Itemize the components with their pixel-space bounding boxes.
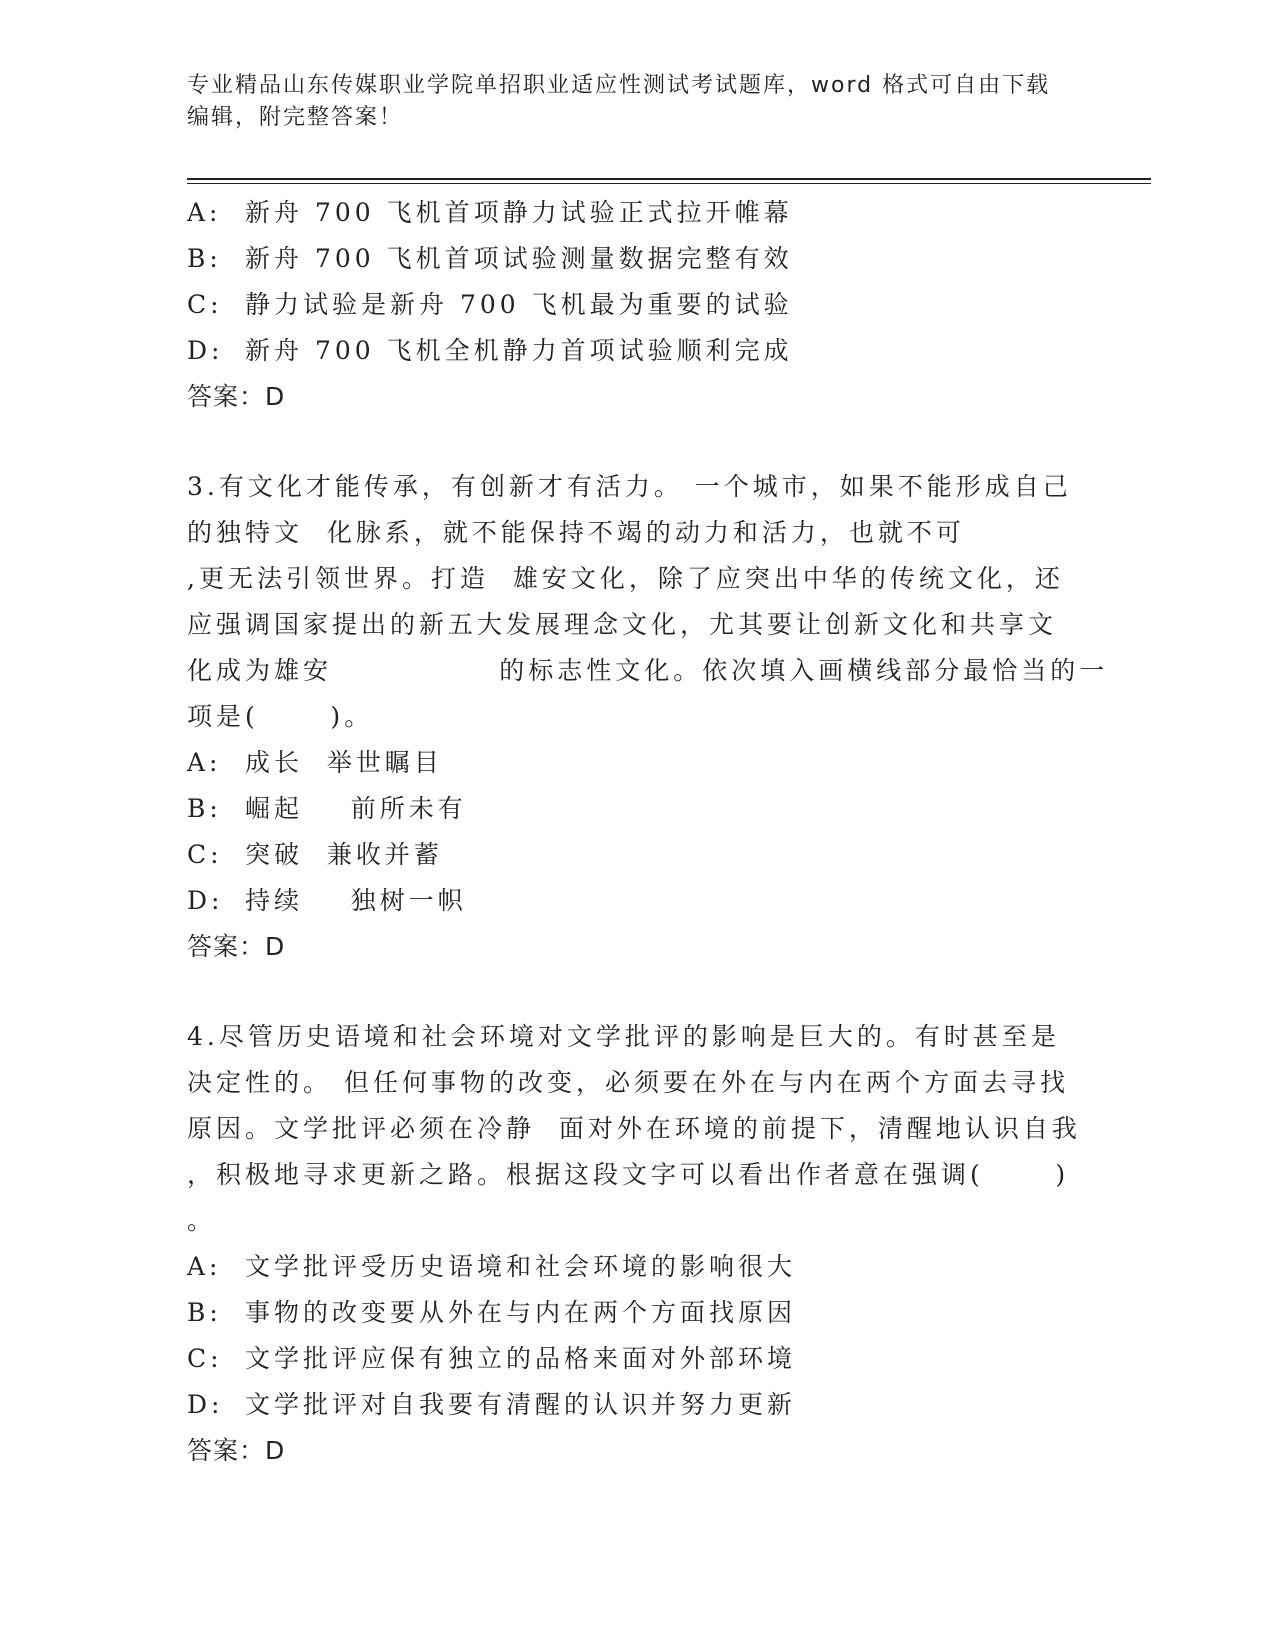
question-stem-line: 4.尽管历史语境和社会环境对文学批评的影响是巨大的。有时甚至是: [187, 1022, 1060, 1051]
option-letter: A:: [187, 198, 222, 227]
question-2: [187, 190, 1087, 420]
option-text: 静力试验是新舟 700 飞机最为重要的试验: [245, 290, 793, 319]
option-d: [187, 1382, 1087, 1428]
question-stem-line: 3.有文化才能传承，有创新才有活力。 一个城市，如果不能形成自己: [187, 472, 1072, 501]
option-text: 文学批评对自我要有清醒的认识并努力更新: [245, 1390, 797, 1419]
option-letter: C:: [187, 1344, 223, 1373]
option-b: [187, 786, 1087, 832]
option-text: 事物的改变要从外在与内在两个方面找原因: [245, 1298, 797, 1327]
option-text: 新舟 700 飞机首项静力试验正式拉开帷幕: [245, 198, 793, 227]
header-line-2: 编辑，附完整答案！: [187, 105, 404, 130]
option-a: [187, 190, 1087, 236]
option-text: 崛起 前所未有: [245, 794, 467, 823]
option-text: 新舟 700 飞机全机静力首项试验顺利完成: [245, 336, 793, 365]
question-stem-line: 化成为雄安 的标志性文化。依次填入画横线部分最恰当的一: [187, 656, 1109, 685]
option-c: [187, 832, 1087, 878]
option-letter: C:: [187, 840, 223, 869]
spacer: [187, 970, 1087, 1014]
option-letter: D:: [187, 886, 224, 915]
option-letter: B:: [187, 244, 222, 273]
option-b: [187, 1290, 1087, 1336]
question-stem-line: 决定性的。 但任何事物的改变，必须要在外在与内在两个方面去寻找: [187, 1068, 1069, 1097]
option-text: 突破 兼收并蓄: [245, 840, 443, 869]
question-stem-line: 的独特文 化脉系，就不能保持不竭的动力和活力，也就不可: [187, 518, 965, 547]
option-text: 文学批评受历史语境和社会环境的影响很大: [245, 1252, 797, 1281]
question-3: [187, 464, 1109, 970]
spacer: [187, 420, 1087, 464]
option-letter: D:: [187, 336, 224, 365]
question-stem-line: ,更无法引领世界。打造 雄安文化，除了应突出中华的传统文化，还: [187, 564, 1064, 593]
option-letter: A:: [187, 748, 222, 777]
option-a: [187, 740, 1087, 786]
option-text: 新舟 700 飞机首项试验测量数据完整有效: [245, 244, 793, 273]
question-stem-line: 应强调国家提出的新五大发展理念文化，尤其要让创新文化和共享文: [187, 610, 1058, 639]
option-d: [187, 328, 1087, 374]
option-text: 持续 独树一帜: [245, 886, 467, 915]
option-letter: D:: [187, 1390, 224, 1419]
question-stem-line: 。: [187, 1206, 217, 1235]
option-text: 文学批评应保有独立的品格来面对外部环境: [245, 1344, 797, 1373]
option-text: 成长 举世瞩目: [245, 748, 443, 777]
question-content: [187, 190, 1109, 1474]
option-letter: B:: [187, 794, 222, 823]
option-letter: C:: [187, 290, 223, 319]
document-header: [187, 70, 1067, 134]
option-d: [187, 878, 1087, 924]
option-b: [187, 236, 1087, 282]
answer-line: 答案：D: [187, 932, 286, 961]
option-letter: A:: [187, 1252, 222, 1281]
option-c: [187, 1336, 1087, 1382]
question-stem-line: ，积极地寻求更新之路。根据这段文字可以看出作者意在强调( ): [187, 1160, 1070, 1189]
option-c: [187, 282, 1087, 328]
header-divider-thin: [187, 183, 1151, 184]
option-a: [187, 1244, 1087, 1290]
option-letter: B:: [187, 1298, 222, 1327]
header-divider-thick: [187, 178, 1151, 180]
question-4: [187, 1014, 1087, 1474]
answer-line: 答案：D: [187, 382, 286, 411]
answer-line: 答案：D: [187, 1436, 286, 1465]
question-stem-line: 原因。文学批评必须在冷静 面对外在环境的前提下，清醒地认识自我: [187, 1114, 1081, 1143]
question-stem-line: 项是( )。: [187, 702, 374, 731]
header-line-1: 专业精品山东传媒职业学院单招职业适应性测试考试题库，word 格式可自由下载: [187, 73, 1051, 98]
